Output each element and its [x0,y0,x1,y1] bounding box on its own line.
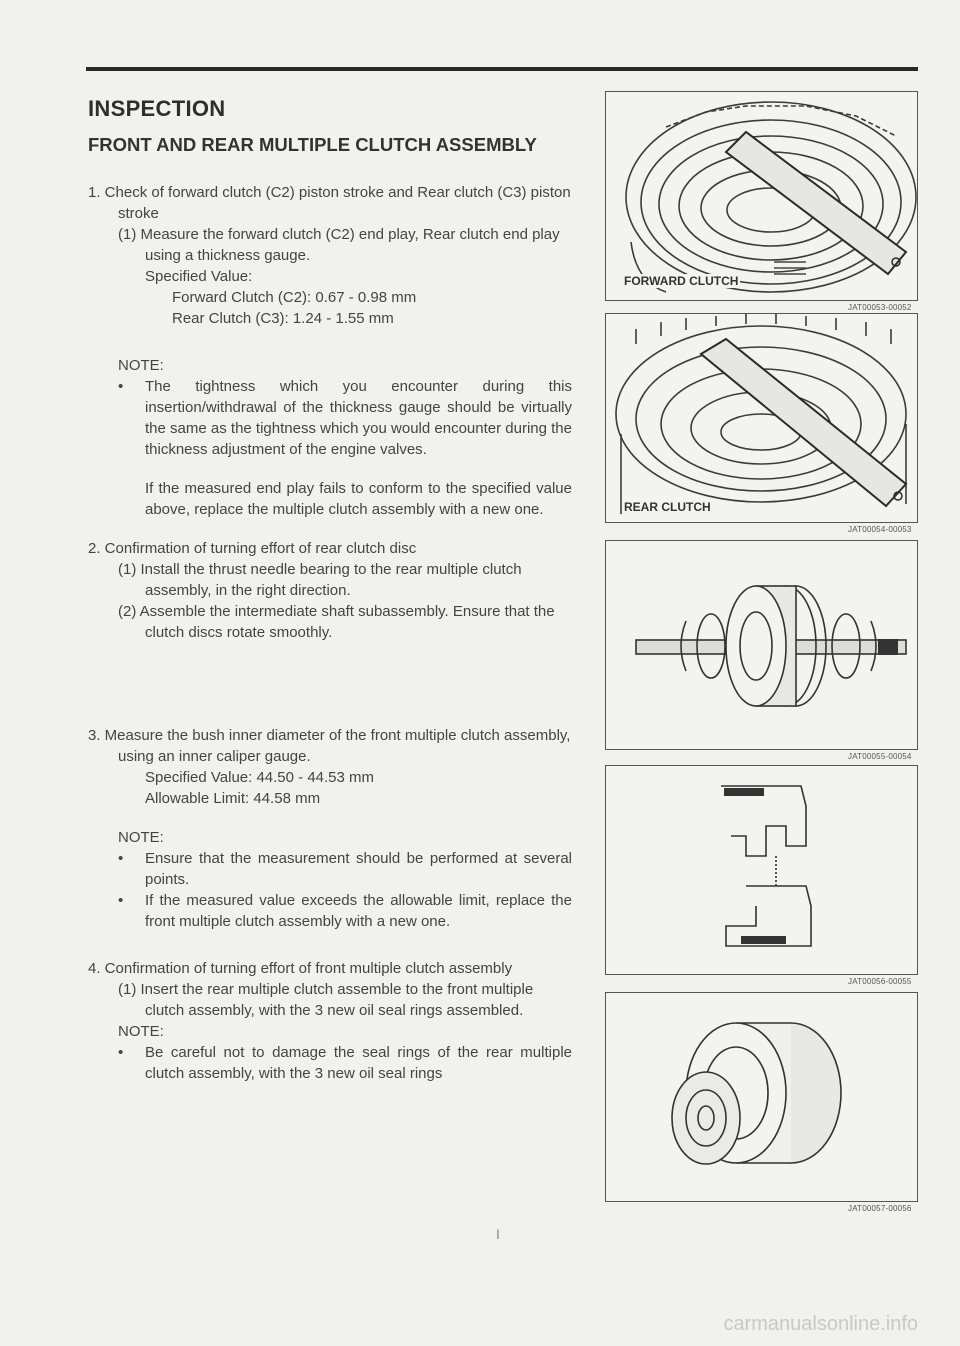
step4-note-label: NOTE: [118,1023,164,1040]
figure-forward-clutch [605,91,918,301]
step4-bullet1: • Be careful not to damage the seal rings of the rear multiple clutch assembly, with the 3 new oil seal rings [118,1044,572,1082]
figure-cross-section [605,765,918,975]
figure-code: JAT00053-00052 [848,303,912,312]
step3-specified: Specified Value: 44.50 - 44.53 mm [145,769,375,786]
figure-code: JAT00054-00053 [848,525,912,534]
figure-clutch-assemblies [605,992,918,1202]
step2-sub2: (2) Assemble the intermediate shaft subassembly. Ensure that the clutch discs rotate smoothly. [118,603,555,641]
step3-bullet1-text: Ensure that the measurement should be performed at several points. [145,850,572,888]
forward-clutch-illustration [606,92,917,300]
step1-note-para: If the measured end play fails to conform to the specified value above, replace the multiple clutch assembly with a new one. [145,480,572,518]
step1-value2: Rear Clutch (C3): 1.24 - 1.55 mm [172,310,394,327]
step3-limit: Allowable Limit: 44.58 mm [145,790,321,807]
step2-heading: 2. Confirmation of turning effort of rear clutch disc [88,540,417,557]
rear-clutch-illustration [606,314,917,522]
step1-note-bullet-text: The tightness which you encounter during this insertion/withdrawal of the thickness gauge should be virtually the same as the tightness which you would encounter during the thickness adjustment of the engine valves. [145,378,572,458]
step3-note-label: NOTE: [118,829,164,846]
step4-bullet1-text: Be careful not to damage the seal rings of the rear multiple clutch assembly, with the 3 new oil seal rings [145,1044,572,1082]
figure-label: REAR CLUTCH [624,500,711,514]
footer-watermark: carmanualsonline.info [723,1313,918,1335]
step4-sub1: (1) Insert the rear multiple clutch assemble to the front multiple clutch assembly, with the 3 new oil seal rings assembled. [118,981,534,1019]
figure-intermediate-shaft [605,540,918,750]
cross-section-illustration [606,766,917,974]
figure-code: JAT00057-00056 [848,1204,912,1213]
figure-rear-clutch [605,313,918,523]
step1-note-bullet: • The tightness which you encounter during this insertion/withdrawal of the thickness gauge should be virtually the same as the tightness which you would encounter during the thickness adjustment of the engine valves. [118,378,572,458]
step3-bullet2: • If the measured value exceeds the allowable limit, replace the front multiple clutch assembly with a new one. [118,892,572,930]
step2-sub1: (1) Install the thrust needle bearing to the rear multiple clutch assembly, in the right direction. [118,561,522,599]
intermediate-shaft-illustration [606,541,917,749]
figure-code: JAT00056-00055 [848,977,912,986]
step1-specified-label: Specified Value: [145,268,253,285]
subsection-title: FRONT AND REAR MULTIPLE CLUTCH ASSEMBLY [88,134,537,155]
body-text [88,182,572,1084]
step1-note-label: NOTE: [118,357,164,374]
step1-heading: 1. Check of forward clutch (C2) piston stroke and Rear clutch (C3) piston stroke [88,184,571,222]
step1-sub1: (1) Measure the forward clutch (C2) end play, Rear clutch end play using a thickness gauge. [118,226,560,264]
step3-heading: 3. Measure the bush inner diameter of the front multiple clutch assembly, using an inner caliper gauge. [88,727,571,765]
page-marker: I [496,1226,500,1242]
step1-value1: Forward Clutch (C2): 0.67 - 0.98 mm [172,289,417,306]
step3-bullet1: • Ensure that the measurement should be performed at several points. [118,850,572,888]
figure-code: JAT00055-00054 [848,752,912,761]
clutch-assemblies-illustration [606,993,917,1201]
header-rule [86,67,918,71]
step4-heading: 4. Confirmation of turning effort of front multiple clutch assembly [88,960,513,977]
section-title: INSPECTION [88,96,226,121]
step3-bullet2-text: If the measured value exceeds the allowable limit, replace the front multiple clutch assembly with a new one. [145,892,572,930]
figure-label: FORWARD CLUTCH [624,274,739,288]
